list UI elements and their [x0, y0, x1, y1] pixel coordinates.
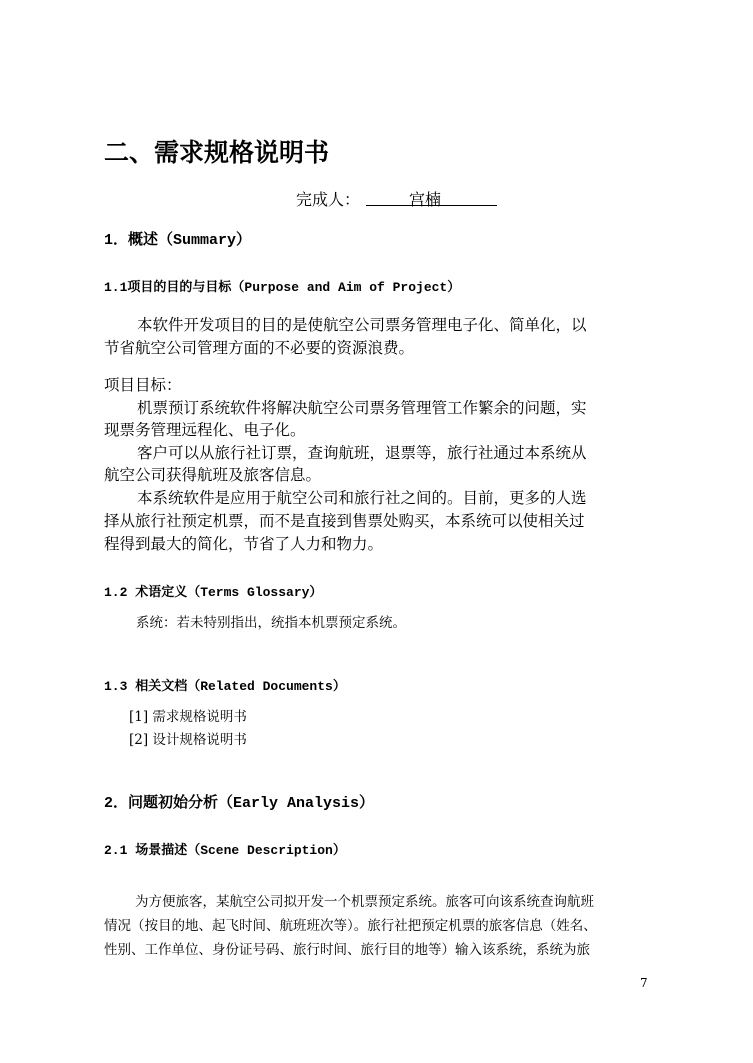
scene-line3: 性别、工作单位、身份证号码、旅行时间、旅行目的地等）输入该系统，系统为旅 [104, 942, 590, 958]
related-doc-2: [2] 设计规格说明书 [129, 732, 247, 748]
author-label: 完成人： [296, 190, 361, 209]
para3-line2: 航空公司获得航班及旅客信息。 [104, 466, 322, 484]
section-1-1-heading: 1.1项目的目的与目标（Purpose and Aim of Project） [104, 280, 461, 295]
para3-line1: 客户可以从旅行社订票，查询航班，退票等，旅行社通过本系统从 [137, 444, 587, 462]
goals-label: 项目目标： [104, 376, 182, 394]
para4-line1: 本系统软件是应用于航空公司和旅行社之间的。目前，更多的人选 [137, 489, 587, 507]
para2-line1: 机票预订系统软件将解决航空公司票务管理管工作繁余的问题，实 [137, 399, 587, 417]
page-number: 7 [640, 976, 648, 990]
para4-line2: 择从旅行社预定机票，而不是直接到售票处购买，本系统可以使相关过 [104, 512, 585, 530]
para2-line2: 现票务管理远程化、电子化。 [104, 421, 306, 439]
section-1-2-heading: 1.2 术语定义（Terms Glossary） [104, 585, 323, 600]
section-2-1-heading: 2.1 场景描述（Scene Description） [104, 843, 346, 858]
para4-line3: 程得到最大的简化，节省了人力和物力。 [104, 535, 384, 553]
para1-line1: 本软件开发项目的目的是使航空公司票务管理电子化、简单化，以 [137, 316, 587, 334]
related-doc-1: [1] 需求规格说明书 [129, 709, 247, 725]
scene-line2: 情况（按目的地、起飞时间、航班班次等）。旅行社把预定机票的旅客信息（姓名、 [104, 918, 597, 934]
para1-line2: 节省航空公司管理方面的不必要的资源浪费。 [104, 339, 415, 357]
section-1-heading: 1．概述（Summary） [104, 232, 252, 249]
section-2-heading: 2．问题初始分析（Early Analysis） [104, 795, 375, 812]
author-name: 宫楠 [409, 190, 442, 209]
section-1-3-heading: 1.3 相关文档（Related Documents） [104, 679, 346, 694]
glossary-text: 系统：若未特别指出，统指本机票预定系统。 [136, 615, 406, 631]
chapter-title: 二、需求规格说明书 [104, 138, 330, 167]
scene-line1: 为方便旅客，某航空公司拟开发一个机票预定系统。旅客可向该系统查询航班 [135, 894, 594, 910]
